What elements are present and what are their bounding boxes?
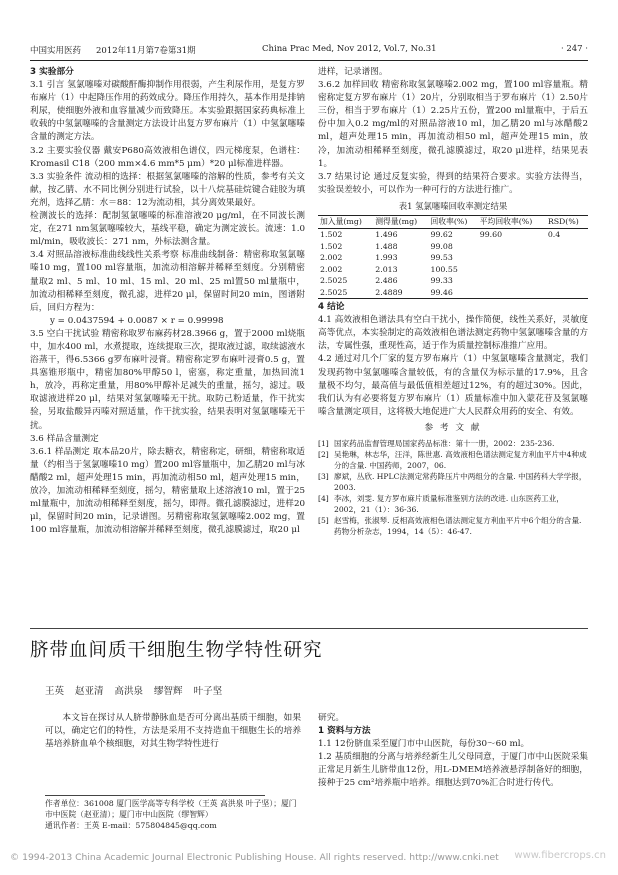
reference-number: [5]	[318, 515, 329, 525]
table-cell	[478, 241, 546, 253]
regression-equation: y = 0.0437594 + 0.0087 × r = 0.99998	[50, 315, 224, 326]
paragraph: 3.6.1 样品测定 取本品20片，除去糖衣，精密称定，研细，精密称取适量（约相当于氢氯噻嗪10 mg）置200 ml容量瓶中，加乙腈20 ml与冰醋酸2 ml，超声处理15 min，再加流动相50 ml，超声处理15 min，放冷，加流动相稀释至刻度，摇匀，精密量取上述溶液10 ml，置于25 ml量瓶中，加流动相稀释至刻度，摇匀，即得。微孔滤膜滤过，进样20 μl，保留时间20 min，记录谱图。另精密称取氢氯噻嗪2.002 mg，置100 ml容量瓶，加流动相溶解并稀释至刻度，微孔滤膜滤过，取20 μl	[30, 446, 305, 536]
table-cell: 2.002	[320, 264, 343, 274]
reference-text: 李冰，刘雯. 复方罗布麻片质量标准鉴别方法的改进. 山东医药工业，2002，21（1）：36-36.	[334, 493, 564, 514]
reference-text: 廖斌，丛欣. HPLC法测定常药降压片中两组分的含量. 中国药科大学学报，2003.	[334, 471, 587, 492]
table-cell	[478, 252, 546, 264]
journal-name-cn: 中国实用医药	[30, 46, 82, 56]
table-caption: 表1 氢氯噻嗪回收率测定结果	[398, 200, 508, 211]
article-title: 脐带血间质干细胞生物学特性研究	[30, 640, 323, 661]
reference-item	[318, 515, 588, 537]
table-cell: 2.5025	[318, 287, 373, 299]
page-number: · 247 ·	[560, 44, 588, 54]
table-cell	[478, 275, 546, 287]
table-header-cell: RSD(%)	[546, 216, 588, 229]
article2-right	[318, 712, 588, 791]
footnote-contact: 通讯作者：王英 E-mail：575804845@qq.com	[45, 821, 217, 830]
table-cell	[478, 287, 546, 299]
table-cell: 2.4889	[373, 287, 428, 299]
table-cell: 0.4	[547, 230, 561, 240]
paragraph: 进样，记录谱图。	[318, 67, 388, 77]
section-heading: 1 资料与方法	[318, 726, 371, 737]
paragraph: 3.3 实验条件 流动相的选择：根据氢氯噻嗪的溶解的性质，参考有关文献，按乙腈、水不同比例分别进行试验，以十八烷基硅烷键合硅胶为填充剂，选择乙腈：水＝88：12为流动相，其分离效果最好。	[30, 171, 305, 208]
table-cell	[546, 275, 588, 287]
running-header	[30, 44, 588, 60]
table-row	[318, 264, 588, 276]
reference-item	[318, 493, 588, 515]
table-header-cell: 测得量(mg)	[373, 216, 428, 229]
table-cell: 99.08	[430, 241, 453, 251]
table-cell: 2.002	[320, 253, 343, 263]
footnote-rule	[45, 795, 265, 796]
table-cell: 1.502	[320, 241, 343, 251]
reference-number: [4]	[318, 493, 329, 503]
table-cell: 2.013	[375, 264, 398, 274]
reference-number: [3]	[318, 471, 329, 481]
reference-item	[318, 449, 588, 471]
article-authors: 王英 赵亚清 高洪泉 缪智辉 叶子坚	[45, 686, 223, 697]
watermark: www.fibercrops.cn	[514, 850, 606, 861]
paragraph: 1.2 基质细胞的分离与培养经新生儿父母同意，于厦门市中山医院采集正常足月新生儿脐带血12份，用L-DMEM培养液悬浮制备好的细胞，接种于25 cm²培养瓶中培养。细胞达到70%汇合时进行传代。	[318, 752, 588, 789]
issue-cn: 2012年11月第7卷第31期	[96, 46, 196, 56]
table-cell: 2.486	[375, 276, 398, 286]
left-column	[30, 66, 305, 622]
reference-item	[318, 471, 588, 493]
table-row	[318, 241, 588, 253]
table-cell: 99.46	[429, 287, 478, 299]
table-cell: 100.55	[430, 264, 458, 274]
reference-text: 吴艳琳，林志华，汪洋，陈世惠. 高效液相色谱法测定复方利血平片中4种成分的含量. 中国药师，2007，06.	[334, 449, 587, 470]
footnote	[45, 798, 301, 831]
table-cell: 99.62	[430, 230, 453, 240]
table-cell: 1.502	[320, 230, 343, 240]
recovery-table	[318, 215, 588, 299]
table-cell: 1.993	[375, 253, 398, 263]
article2-abstract: 本文旨在探讨从人脐带静脉血是否可分离出基质干细胞，如果可以，确定它们的特性，方法是采用不支持造血干细胞生长的培养基培养脐血单个核细胞，对其生物学特性进行	[45, 713, 301, 750]
table-row	[318, 275, 588, 287]
section-heading: 4 结论	[318, 302, 345, 313]
paragraph: 4.2 通过对几个厂家的复方罗布麻片（1）中氢氯噻嗪含量测定，我们发现药物中氢氯噻嗪含量较低，有的含量仅为标示量的17.9%，且含量极不均匀，最高值与最低值相差超过12%，有的超过30%。因此，我们认为有必要将复方罗布麻片（1）质量标准中加入蒙花苷及氢氯噻嗪含量测定项目，这将极大地促进广大人民群众用药的安全、有效。	[318, 354, 588, 417]
article-divider	[30, 628, 588, 629]
article2-intro: 研究。	[318, 713, 345, 723]
paragraph: 1.1 12份脐血采至厦门市中山医院，每份30～60 ml。	[318, 739, 530, 750]
table-cell: 1.496	[375, 230, 398, 240]
journal-name-en: China Prac Med, Nov 2012, Vol.7, No.31	[262, 44, 437, 54]
table-cell	[546, 241, 588, 253]
table-cell	[546, 264, 588, 276]
header-rule	[30, 60, 588, 61]
table-cell	[478, 264, 546, 276]
paragraph: 3.4 对照品溶液标准曲线线性关系考察 标准曲线制备：精密称取氢氯噻嗪10 mg，置100 ml容量瓶，加流动相溶解并稀释至刻度。分别精密量取2 ml、5 ml、10 ml、15 ml、20 ml、25 ml置50 ml量瓶中，加流动相稀释至刻度，微孔滤，进样20 μl，保留时间20 min，图谱附后，回归方程为：	[30, 250, 305, 313]
paragraph: 3.7 结果讨论 通过反复实验，得到的结果符合要求。实验方法得当，实验误差较小，可以作为一种可行的方法进行推广。	[318, 171, 588, 195]
table-cell: 2.5025	[320, 276, 348, 286]
table-header-cell: 加入量(mg)	[318, 216, 373, 229]
footnote-affiliation: 作者单位：361008 厦门医学高等专科学校（王英 高洪泉 叶子坚）；厦门市中医院（赵亚清）；厦门市中山医院（缪智辉）	[45, 799, 297, 819]
reference-number: [1]	[318, 438, 329, 448]
table-row	[318, 252, 588, 264]
copyright-footer: © 1994-2013 China Academic Journal Electronic Publishing House. All rights reserved. http://www.cnki.net	[10, 852, 499, 863]
table-header-cell: 平均回收率(%)	[478, 216, 546, 229]
table-header-cell: 回收率(%)	[429, 216, 478, 229]
reference-item	[318, 438, 588, 449]
paragraph: 3.5 空白干扰试验 精密称取罗布麻药材28.3966 g，置于2000 ml烧瓶中，加水400 ml，水煮提取，连续提取三次，提取液过滤，取续滤液水浴蒸干，得6.5366 g罗布麻叶浸膏。精密称定罗布麻叶浸膏0.5 g，置具塞锥形瓶中，精密加80%甲醇50 l，密塞，称定重量，加热回流1 h，放冷，再称定重量，用80%甲醇补足减失的重量，摇匀，滤过。吸取滤液进样20 μl，结果对氢氯噻嗪无干扰。取防己粉适量，作干扰实验，另取盐酸异丙嗪对照适量，作干扰实验，结果表明对氢氯噻嗪无干扰。	[30, 328, 305, 431]
table-cell: 1.488	[375, 241, 398, 251]
table-cell: 99.33	[430, 276, 453, 286]
reference-list	[318, 438, 588, 537]
table-row	[318, 287, 588, 299]
table-cell: 99.53	[430, 253, 453, 263]
reference-text: 国家药品监督管理局国家药品标准：第十一册，2002：235-236.	[334, 438, 555, 448]
table-row	[318, 229, 588, 241]
paragraph: 3.2 主要实验仪器 戴安P680高效液相色谱仪，四元梯度泵，色谱柱：Kromasil C18（200 mm×4.6 mm*5 μm）*20 μl标准进样器。	[30, 145, 305, 169]
article2-left	[45, 712, 301, 751]
right-column	[318, 66, 588, 537]
paragraph: 检测波长的选择：配制氢氯噻嗪的标准溶液20 μg/ml，在不同波长测定，在271 nm氢氯噻嗪较大，基线平稳，确定为测定波长。流速：1.0 ml/min，吸收波长：271 nm，外标法测含量。	[30, 211, 305, 248]
paragraph: 3.6 样品含量测定	[30, 433, 99, 444]
paragraph: 3.6.2 加样回收 精密称取氢氯噻嗪2.002 mg，置100 ml容量瓶。精密称定复方罗布麻片（1）20片，分别取相当于罗布麻片（1）2.50片三份，相当于罗布麻片（1）2.25片五份，置200 ml量瓶中，于后五份中加入0.2 mg/ml的对照品溶液10 ml，加乙腈20 ml与冰醋酸2 ml，超声处理15 min，再加流动相50 ml，超声处理15 min，放冷，加流动相稀释至刻度，微孔滤膜滤过，取20 μl进样，结果见表1。	[318, 80, 588, 169]
section-heading: 3 实验部分	[30, 67, 74, 77]
table-cell	[546, 287, 588, 299]
table-cell: 99.60	[479, 230, 503, 240]
reference-number: [2]	[318, 449, 329, 459]
references-heading: 参 考 文 献	[424, 422, 482, 433]
paragraph: 3.1 引言 氢氯噻嗪对碳酸酐酶抑制作用很弱，产生利尿作用，是复方罗布麻片（1）中起降压作用的药效成分。降压作用持久，基本作用是排钠利尿，使细胞外液和血容量减少而致降压。本实验跟据国家药典标准上收载的中氢氯噻嗪的含量测定方法设计出复方罗布麻片（1）中氢氯噻嗪含量的测定方法。	[30, 80, 305, 143]
paragraph: 4.1 高效液相色谱法具有空白干扰小，操作简便，线性关系好，灵敏度高等优点，本实验制定的高效液相色谱法测定药物中氢氯噻嗪含量的方法，专属性强，重现性高，适于作为质量控制标准推广应用。	[318, 315, 588, 352]
reference-text: 赵雪梅，张淑琴. 反相高效液相色谱法测定复方利血平片中6个组分的含量. 药物分析杂志，1994，14（5）：46-47.	[334, 515, 582, 536]
table-cell	[546, 252, 588, 264]
